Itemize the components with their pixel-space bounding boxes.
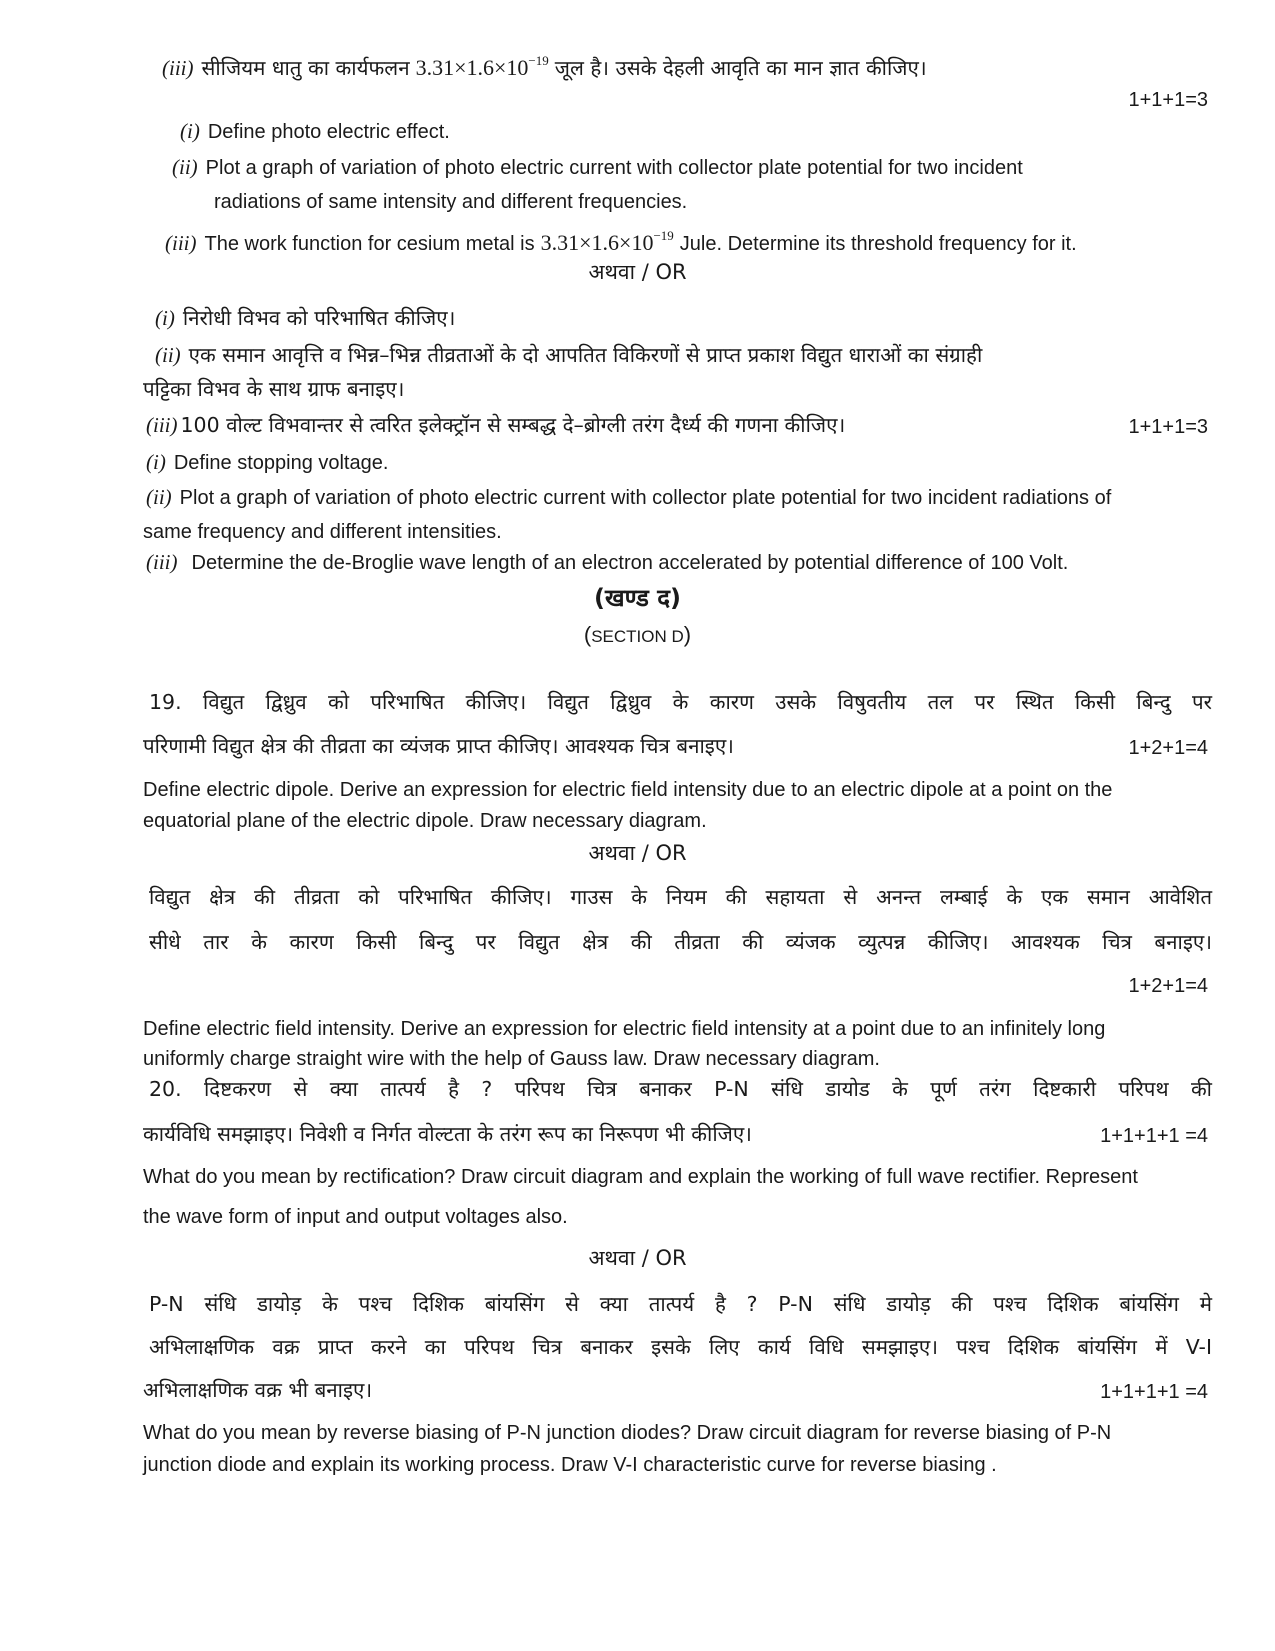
q19-en-line-1: Define electric dipole. Derive an expression for electric field intensity due to an electric dipole at a point on the	[143, 779, 1113, 801]
or-divider-3: अथवा / OR	[588, 1246, 687, 1270]
work-function-value-en: $3.31\times 1.6\times 10^{-19}$	[540, 228, 674, 255]
q20-en-line-2: the wave form of input and output voltages also.	[143, 1206, 568, 1228]
q18-alt-hi-i: (i) निरोधी विभव को परिभाषित कीजिए।	[155, 306, 456, 330]
q18-alt-en-ii-cont: same frequency and different intensities.	[143, 521, 502, 543]
q20-hi-line-2: कार्यविधि समझाइए। निवेशी व निर्गत वोल्टता के तरंग रूप का निरूपण भी कीजिए।	[143, 1122, 752, 1146]
q20-en-line-1: What do you mean by rectification? Draw circuit diagram and explain the working of full wave rectifier. Represent	[143, 1166, 1138, 1188]
section-heading-hi: (खण्ड द)	[594, 584, 681, 612]
q20-alt-hi-line-3: अभिलाक्षणिक वक्र भी बनाइए।	[143, 1378, 373, 1402]
q20-marks: 1+1+1+1 =4	[1100, 1125, 1208, 1147]
q19-hi-line-2: परिणामी विद्युत क्षेत्र की तीव्रता का व्यंजक प्राप्त कीजिए। आवश्यक चित्र बनाइए।	[143, 734, 734, 758]
q20-hi-line-1: 20. दिष्टकरण से क्या तात्पर्य है ? परिपथ चित्र बनाकर P-N संधि डायोड के पूर्ण तरंग दिष्टकारी परिपथ की	[149, 1077, 1212, 1101]
q19-marks: 1+2+1=4	[1128, 737, 1208, 759]
q18-hi-iii: (iii) सीजियम धातु का कार्यफलन $3.31\times 1.6\times 10^{-19}$ जूल है। उसके देहली आवृति का मान ज्ञात कीजिए।	[162, 53, 927, 80]
q18-alt-en-iii: (iii) Determine the de-Broglie wave length of an electron accelerated by potential difference of 100 Volt.	[146, 550, 1069, 574]
or-divider-2: अथवा / OR	[588, 841, 687, 865]
q18-alt-hi-ii: (ii) एक समान आवृत्ति व भिन्न–भिन्न तीव्रताओं के दो आपतित विकिरणों से प्राप्त प्रकाश विद्युत धाराओं का संग्राही	[155, 343, 983, 367]
q18-en-ii-cont: radiations of same intensity and different frequencies.	[214, 191, 688, 213]
q18-alt-en-i: (i) Define stopping voltage.	[146, 450, 389, 474]
q19-alt-en-line-2: uniformly charge straight wire with the help of Gauss law. Draw necessary diagram.	[143, 1048, 880, 1070]
q18-alt-hi-ii-cont: पट्टिका विभव के साथ ग्राफ बनाइए।	[143, 377, 405, 401]
q19-alt-hi-line-1: विद्युत क्षेत्र की तीव्रता को परिभाषित कीजिए। गाउस के नियम की सहायता से अनन्त लम्बाई के एक समान आवेशित	[149, 885, 1212, 909]
q20-alt-en-line-1: What do you mean by reverse biasing of P-N junction diodes? Draw circuit diagram for reverse biasing of P-N	[143, 1422, 1112, 1444]
q19-alt-en-line-1: Define electric field intensity. Derive an expression for electric field intensity at a point due to an infinitely long	[143, 1018, 1106, 1040]
q20-alt-hi-line-1: P-N संधि डायोड़ के पश्च दिशिक बांयसिंग से क्या तात्पर्य है ? P-N संधि डायोड़ की पश्च दिशिक बांयसिंग मे	[149, 1292, 1212, 1316]
section-heading-en: (SECTION D)	[583, 622, 692, 647]
q18-en-ii: (ii) Plot a graph of variation of photo electric current with collector plate potential for two incident	[172, 155, 1023, 179]
work-function-value: $3.31\times 1.6\times 10^{-19}$	[415, 53, 549, 80]
q19-alt-hi-line-2: सीधे तार के कारण किसी बिन्दु पर विद्युत क्षेत्र की तीव्रता की व्यंजक व्युत्पन्न कीजिए। आवश्यक चित्र बनाइए।	[149, 930, 1212, 954]
q20-alt-en-line-2: junction diode and explain its working process. Draw V-I characteristic curve for reverse biasing .	[143, 1454, 997, 1476]
q19-alt-marks: 1+2+1=4	[1128, 975, 1208, 997]
q18-en-iii: (iii) The work function for cesium metal is $3.31\times 1.6\times 10^{-19}$ Jule. Determine its threshold frequency for it.	[165, 228, 1077, 255]
q19-en-line-2: equatorial plane of the electric dipole. Draw necessary diagram.	[143, 810, 707, 832]
or-divider-1: अथवा / OR	[588, 260, 687, 284]
q20-alt-marks: 1+1+1+1 =4	[1100, 1381, 1208, 1403]
q18-alt-hi-iii: (iii) 100 वोल्ट विभवान्तर से त्वरित इलेक्ट्रॉन से सम्बद्ध दे–ब्रोग्ली तरंग दैर्ध्य की गणना कीजिए।	[146, 413, 846, 437]
q18-alt-en-ii: (ii) Plot a graph of variation of photo electric current with collector plate potential for two incident radiations of	[146, 485, 1112, 509]
q19-hi-line-1: 19. विद्युत द्विध्रुव को परिभाषित कीजिए। विद्युत द्विध्रुव के कारण उसके विषुवतीय तल पर स्थित किसी बिन्दु पर	[149, 690, 1212, 714]
q18-alt-marks: 1+1+1=3	[1128, 416, 1208, 438]
q20-alt-hi-line-2: अभिलाक्षणिक वक्र प्राप्त करने का परिपथ चित्र बनाकर इसके लिए कार्य विधि समझाइए। पश्च दिशिक बांयसिंग में V-I	[149, 1335, 1212, 1359]
q18-en-i: (i) Define photo electric effect.	[180, 119, 450, 143]
q18-marks: 1+1+1=3	[1128, 89, 1208, 111]
